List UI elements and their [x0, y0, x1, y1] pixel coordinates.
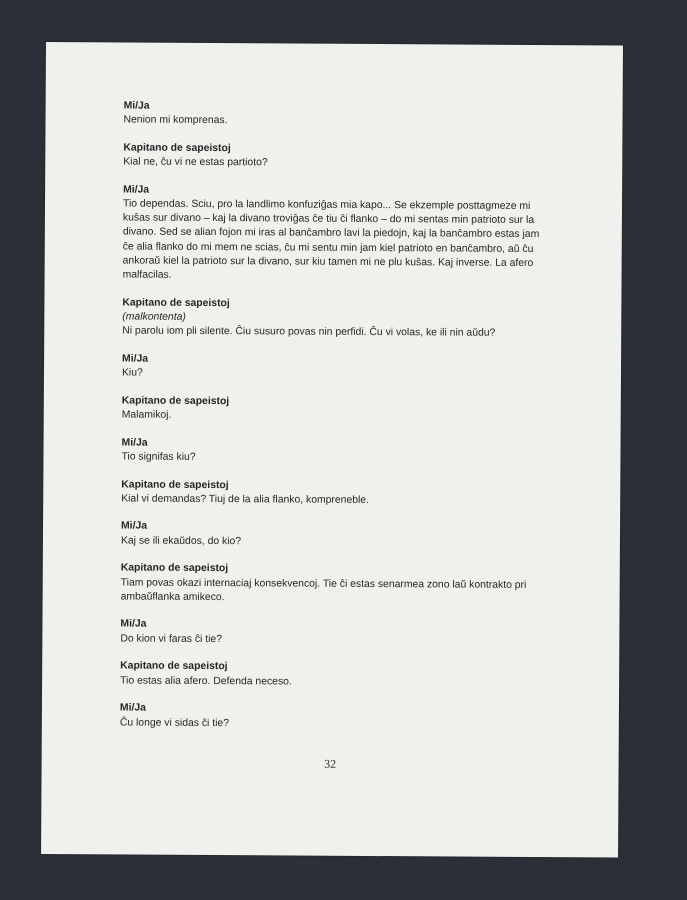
dialogue-line: Tio estas alia afero. Defenda neceso. — [120, 675, 292, 688]
dialogue-turn — [123, 141, 553, 172]
speaker-name: Kapitano de sapeistoj — [120, 562, 229, 575]
dialogue-line: Do kion vi faras ĉi tie? — [120, 633, 223, 645]
stage-direction: (malkontenta) — [122, 311, 186, 323]
dialogue-line: Tio signifas kiu? — [121, 451, 196, 463]
speaker-name: Kapitano de sapeistoj — [121, 479, 229, 491]
dialogue-line: Kiu? — [121, 367, 143, 379]
dialogue-turn — [121, 562, 551, 607]
dialogue-line: Kial vi demandas? Tiuj de la alia flanko, kompreneble. — [121, 493, 370, 506]
speaker-name: Kapitano de sapeistoj — [120, 660, 228, 673]
dialogue-turn — [120, 660, 550, 691]
dialogue-turn — [122, 352, 552, 383]
dialogue-turn — [123, 99, 553, 130]
speaker-name: Mi/Ja — [123, 100, 150, 112]
dialogue-turn — [120, 702, 550, 733]
speaker-name: Kapitano de sapeistoj — [121, 395, 230, 407]
dialogue-turn — [121, 520, 551, 551]
dialogue-turn — [121, 478, 551, 509]
page-number: 32 — [324, 756, 337, 771]
dialogue-line: Kial ne, ĉu vi ne estas partioto? — [123, 156, 268, 169]
dialogue-line: Nenion mi komprenas. — [123, 114, 228, 127]
speaker-name: Mi/Ja — [119, 702, 146, 714]
speaker-name: Mi/Ja — [122, 353, 149, 365]
speaker-name: Mi/Ja — [121, 437, 148, 449]
dialogue-turn — [122, 394, 552, 425]
dialogue-turn — [121, 436, 551, 467]
speaker-name: Kapitano de sapeistoj — [122, 297, 230, 309]
dialogue-turn — [123, 183, 554, 285]
dialogue-line: Ĉu longe vi sidas ĉi tie? — [119, 716, 230, 729]
dialogue-line: Tiam povas okazi internaciaj konsekvencoj. Tie ĉi estas senarmea zono laŭ kontrakto pri ambaŭflanka amikeco. — [120, 577, 527, 603]
dialogue-line: Malamikoj. — [121, 409, 172, 421]
dialogue-turn — [120, 618, 550, 649]
dialogue-body — [120, 99, 554, 746]
dialogue-line: Tio dependas. Sciu, pro la landlimo konfuziĝas mia kapo... Se ekzemple posttagmeze mi kuŝas sur divano – kaj la divano troviĝas ĉe tiu ĉi flanko – do mi sentas min patrioto sur la divano. Sed se alian fojon mi iras al banĉambro lavi la piedojn, kaj la banĉambro estas jam ĉe alia flanko do mi mem ne scias, ĉu mi sentu min jam kiel patrioto en banĉambro, aŭ ĉu ankoraŭ kiel la patrioto sur la divano, sur kiu tamen mi ne plu kuŝas. Kaj inverse. La afero malfacilas. — [122, 198, 540, 281]
speaker-name: Mi/Ja — [121, 520, 148, 533]
speaker-name: Kapitano de sapeistoj — [123, 142, 231, 155]
dialogue-line: Kaj se ili ekaŭdos, do kio? — [120, 535, 242, 547]
speaker-name: Mi/Ja — [120, 618, 147, 631]
dialogue-turn — [122, 296, 552, 341]
speaker-name: Mi/Ja — [123, 184, 150, 196]
document-page — [41, 42, 623, 858]
dialogue-line: Ni parolu iom pli silente. Ĉiu susuro povas nin perfidi. Ĉu vi volas, ke ili nin aŭdu? — [122, 325, 496, 339]
